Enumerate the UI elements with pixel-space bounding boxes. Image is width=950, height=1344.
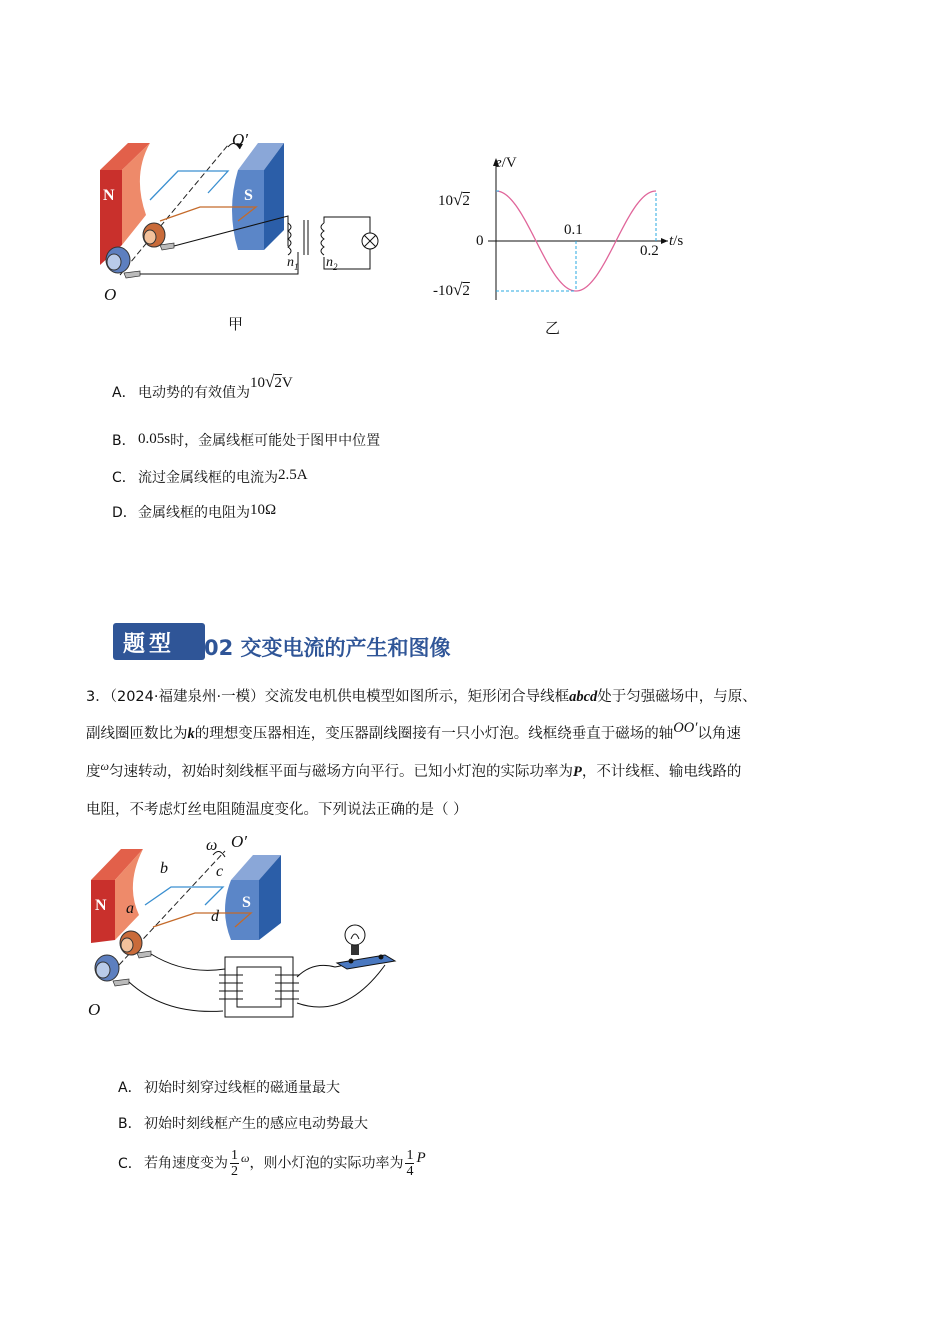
q3-line-4: 电阻，不考虑灯丝电阻随温度变化。下列说法正确的是（ ）	[86, 802, 468, 818]
label-o-prime: O′	[232, 130, 248, 149]
q2-option-a[interactable]	[112, 372, 293, 402]
option-key: C．	[118, 1155, 142, 1172]
q3-option-a[interactable]	[118, 1077, 340, 1097]
s-magnet	[232, 143, 284, 250]
q3-line-2: 副线圈匝数比为k的理想变压器相连，变压器副线圈接有一只小灯泡。线框绕垂直于磁场的轴OO′以角速	[86, 720, 741, 742]
option-key: A．	[118, 1080, 142, 1096]
option-text: 若角速度变为	[144, 1155, 228, 1172]
tick-y-bottom: -10√2	[433, 280, 470, 299]
option-key: A．	[112, 385, 136, 401]
q3-line-1: 3．（2024·福建泉州·一模）交流发电机供电模型如图所示，矩形闭合导线框abcd处于匀强磁场中，与原、	[86, 689, 757, 705]
tick-x-1: 0.1	[564, 222, 583, 238]
s-magnet	[225, 855, 281, 940]
formula: 10Ω	[250, 502, 277, 518]
tick-y-top: 10√2	[438, 190, 470, 209]
q2-option-d[interactable]	[112, 502, 276, 522]
label-o-prime-q3: O′	[231, 832, 247, 851]
label-b: b	[160, 860, 168, 877]
label-n: N	[103, 187, 115, 204]
label-o-q3: O	[88, 1000, 101, 1019]
q2-option-b[interactable]	[112, 430, 380, 450]
caption-yi: 乙	[545, 319, 561, 337]
label-n-q3: N	[95, 897, 107, 914]
section-badge: 题型	[113, 623, 205, 660]
label-s: S	[244, 187, 253, 204]
option-key: D．	[112, 505, 137, 521]
option-key: C．	[112, 470, 136, 486]
formula: 2.5A	[278, 467, 308, 483]
q2-option-c[interactable]	[112, 467, 308, 487]
option-key: B．	[112, 433, 136, 449]
label-n2: $n_2$	[326, 255, 338, 272]
fraction-half: $\frac{1}{2}$	[231, 1148, 238, 1179]
transformer	[219, 957, 299, 1017]
q3-option-b[interactable]	[118, 1113, 368, 1133]
x-axis-label: t/s	[669, 233, 684, 249]
label-c: c	[216, 863, 224, 880]
option-key: B．	[118, 1116, 142, 1132]
tick-y-zero: 0	[476, 233, 484, 249]
option-text: 初始时刻穿过线框的磁通量最大	[144, 1080, 340, 1096]
figure-jia	[88, 125, 398, 305]
option-text: 时，金属线框可能处于图甲中位置	[170, 433, 381, 449]
option-text: 电动势的有效值为	[138, 385, 250, 401]
tick-x-2: 0.2	[640, 243, 659, 259]
option-text: 流过金属线框的电流为	[138, 470, 278, 486]
q3-line-3: 度$^\omega$匀速转动，初始时刻线框平面与磁场方向平行。已知小灯泡的实际功率为P，不计线框、输电线路的	[86, 759, 742, 780]
label-d: d	[211, 908, 219, 925]
section-title: 02 交变电流的产生和图像	[204, 636, 451, 660]
figure-q3	[85, 835, 405, 1020]
label-omega: ω	[206, 837, 218, 854]
label-o: O	[104, 285, 117, 304]
option-text: 初始时刻线框产生的感应电动势最大	[144, 1116, 368, 1132]
label-s-q3: S	[242, 894, 251, 911]
y-axis-label: e/V	[495, 155, 517, 171]
formula: 0.05s	[138, 431, 171, 447]
n-magnet	[91, 849, 143, 943]
label-n1: $n_1$	[287, 255, 299, 272]
q3-option-c[interactable]: C． 若角速度变为 $\frac{1}{2}$ ω，则小灯泡的实际功率为 $\frac{1}{4}$ P	[118, 1148, 426, 1179]
formula: 10√2V	[250, 372, 293, 391]
label-a: a	[126, 900, 134, 917]
caption-jia: 甲	[228, 315, 244, 333]
lamp	[337, 925, 395, 969]
fraction-quarter: $\frac{1}{4}$	[406, 1148, 414, 1179]
option-text: 金属线框的电阻为	[138, 505, 250, 521]
